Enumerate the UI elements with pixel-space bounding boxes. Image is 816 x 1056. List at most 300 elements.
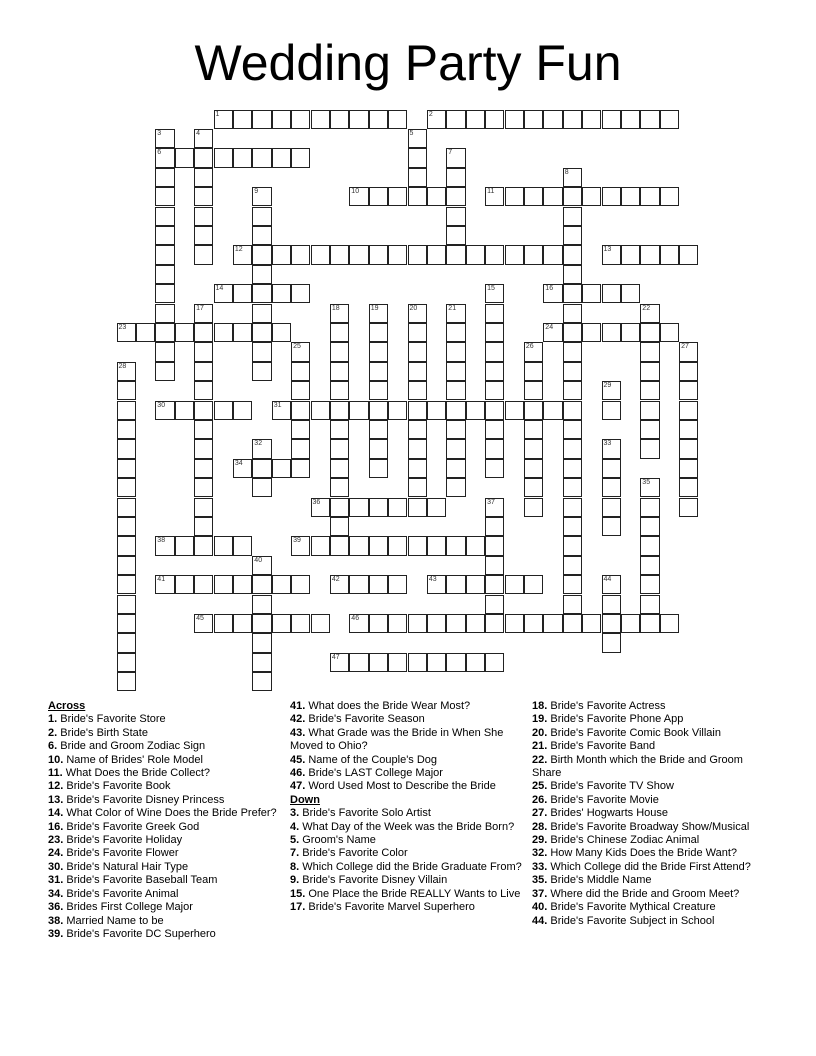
grid-cell[interactable] (602, 633, 621, 652)
grid-cell[interactable] (194, 401, 213, 420)
grid-cell[interactable] (427, 614, 446, 633)
grid-cell[interactable] (446, 362, 465, 381)
grid-cell[interactable] (466, 401, 485, 420)
grid-cell[interactable] (311, 245, 330, 264)
grid-cell[interactable] (543, 187, 562, 206)
grid-cell[interactable] (349, 110, 368, 129)
grid-cell[interactable] (466, 245, 485, 264)
grid-cell[interactable] (408, 653, 427, 672)
grid-cell[interactable] (640, 342, 659, 361)
grid-cell[interactable] (252, 284, 271, 303)
grid-cell[interactable] (330, 304, 349, 323)
grid-cell[interactable] (640, 595, 659, 614)
grid-cell[interactable] (194, 207, 213, 226)
grid-cell[interactable] (543, 323, 562, 342)
grid-cell[interactable] (330, 439, 349, 458)
grid-cell[interactable] (408, 401, 427, 420)
grid-cell[interactable] (252, 148, 271, 167)
grid-cell[interactable] (194, 420, 213, 439)
grid-cell[interactable] (155, 148, 174, 167)
grid-cell[interactable] (582, 614, 601, 633)
grid-cell[interactable] (388, 614, 407, 633)
grid-cell[interactable] (446, 478, 465, 497)
grid-cell[interactable] (330, 459, 349, 478)
grid-cell[interactable] (252, 459, 271, 478)
grid-cell[interactable] (563, 381, 582, 400)
grid-cell[interactable] (543, 245, 562, 264)
grid-cell[interactable] (446, 245, 465, 264)
grid-cell[interactable] (194, 362, 213, 381)
grid-cell[interactable] (155, 323, 174, 342)
grid-cell[interactable] (466, 110, 485, 129)
grid-cell[interactable] (272, 110, 291, 129)
grid-cell[interactable] (272, 401, 291, 420)
grid-cell[interactable] (524, 362, 543, 381)
grid-cell[interactable] (117, 401, 136, 420)
grid-cell[interactable] (660, 614, 679, 633)
grid-cell[interactable] (233, 575, 252, 594)
grid-cell[interactable] (563, 498, 582, 517)
grid-cell[interactable] (485, 284, 504, 303)
grid-cell[interactable] (563, 207, 582, 226)
grid-cell[interactable] (446, 226, 465, 245)
grid-cell[interactable] (330, 323, 349, 342)
grid-cell[interactable] (388, 187, 407, 206)
grid-cell[interactable] (563, 168, 582, 187)
grid-cell[interactable] (291, 439, 310, 458)
grid-cell[interactable] (388, 245, 407, 264)
grid-cell[interactable] (155, 245, 174, 264)
grid-cell[interactable] (602, 323, 621, 342)
grid-cell[interactable] (485, 459, 504, 478)
grid-cell[interactable] (349, 245, 368, 264)
grid-cell[interactable] (330, 110, 349, 129)
grid-cell[interactable] (272, 323, 291, 342)
grid-cell[interactable] (563, 614, 582, 633)
grid-cell[interactable] (369, 381, 388, 400)
grid-cell[interactable] (505, 245, 524, 264)
grid-cell[interactable] (330, 653, 349, 672)
grid-cell[interactable] (194, 439, 213, 458)
grid-cell[interactable] (349, 498, 368, 517)
grid-cell[interactable] (214, 536, 233, 555)
grid-cell[interactable] (427, 653, 446, 672)
grid-cell[interactable] (194, 575, 213, 594)
grid-cell[interactable] (563, 575, 582, 594)
grid-cell[interactable] (155, 168, 174, 187)
grid-cell[interactable] (485, 342, 504, 361)
grid-cell[interactable] (369, 401, 388, 420)
grid-cell[interactable] (175, 575, 194, 594)
grid-cell[interactable] (446, 342, 465, 361)
grid-cell[interactable] (621, 323, 640, 342)
grid-cell[interactable] (582, 187, 601, 206)
grid-cell[interactable] (369, 323, 388, 342)
grid-cell[interactable] (388, 110, 407, 129)
grid-cell[interactable] (679, 362, 698, 381)
grid-cell[interactable] (679, 420, 698, 439)
grid-cell[interactable] (543, 614, 562, 633)
grid-cell[interactable] (330, 401, 349, 420)
grid-cell[interactable] (679, 401, 698, 420)
grid-cell[interactable] (640, 401, 659, 420)
grid-cell[interactable] (485, 556, 504, 575)
grid-cell[interactable] (330, 498, 349, 517)
grid-cell[interactable] (602, 595, 621, 614)
grid-cell[interactable] (117, 420, 136, 439)
grid-cell[interactable] (563, 284, 582, 303)
grid-cell[interactable] (524, 110, 543, 129)
grid-cell[interactable] (291, 420, 310, 439)
grid-cell[interactable] (563, 323, 582, 342)
grid-cell[interactable] (485, 517, 504, 536)
grid-cell[interactable] (194, 381, 213, 400)
grid-cell[interactable] (117, 381, 136, 400)
grid-cell[interactable] (155, 304, 174, 323)
grid-cell[interactable] (194, 168, 213, 187)
grid-cell[interactable] (524, 342, 543, 361)
grid-cell[interactable] (408, 362, 427, 381)
grid-cell[interactable] (233, 284, 252, 303)
grid-cell[interactable] (194, 226, 213, 245)
grid-cell[interactable] (175, 536, 194, 555)
grid-cell[interactable] (660, 245, 679, 264)
grid-cell[interactable] (408, 478, 427, 497)
grid-cell[interactable] (466, 614, 485, 633)
grid-cell[interactable] (602, 284, 621, 303)
grid-cell[interactable] (563, 342, 582, 361)
grid-cell[interactable] (602, 381, 621, 400)
grid-cell[interactable] (252, 439, 271, 458)
grid-cell[interactable] (155, 284, 174, 303)
grid-cell[interactable] (582, 284, 601, 303)
grid-cell[interactable] (388, 536, 407, 555)
grid-cell[interactable] (408, 304, 427, 323)
grid-cell[interactable] (408, 420, 427, 439)
grid-cell[interactable] (291, 381, 310, 400)
grid-cell[interactable] (640, 110, 659, 129)
grid-cell[interactable] (602, 245, 621, 264)
grid-cell[interactable] (679, 478, 698, 497)
grid-cell[interactable] (602, 575, 621, 594)
grid-cell[interactable] (214, 110, 233, 129)
grid-cell[interactable] (563, 595, 582, 614)
grid-cell[interactable] (621, 187, 640, 206)
grid-cell[interactable] (117, 459, 136, 478)
grid-cell[interactable] (369, 187, 388, 206)
grid-cell[interactable] (446, 653, 465, 672)
grid-cell[interactable] (233, 110, 252, 129)
grid-cell[interactable] (543, 284, 562, 303)
grid-cell[interactable] (408, 168, 427, 187)
grid-cell[interactable] (408, 323, 427, 342)
grid-cell[interactable] (369, 362, 388, 381)
grid-cell[interactable] (640, 517, 659, 536)
grid-cell[interactable] (252, 653, 271, 672)
grid-cell[interactable] (155, 362, 174, 381)
grid-cell[interactable] (369, 304, 388, 323)
grid-cell[interactable] (233, 401, 252, 420)
grid-cell[interactable] (427, 110, 446, 129)
grid-cell[interactable] (369, 420, 388, 439)
grid-cell[interactable] (194, 517, 213, 536)
grid-cell[interactable] (252, 342, 271, 361)
grid-cell[interactable] (446, 420, 465, 439)
grid-cell[interactable] (272, 284, 291, 303)
grid-cell[interactable] (640, 245, 659, 264)
grid-cell[interactable] (194, 323, 213, 342)
grid-cell[interactable] (369, 459, 388, 478)
grid-cell[interactable] (369, 342, 388, 361)
grid-cell[interactable] (117, 575, 136, 594)
grid-cell[interactable] (524, 498, 543, 517)
grid-cell[interactable] (563, 187, 582, 206)
grid-cell[interactable] (505, 401, 524, 420)
grid-cell[interactable] (117, 595, 136, 614)
grid-cell[interactable] (563, 536, 582, 555)
grid-cell[interactable] (117, 323, 136, 342)
grid-cell[interactable] (408, 187, 427, 206)
grid-cell[interactable] (194, 148, 213, 167)
grid-cell[interactable] (446, 381, 465, 400)
grid-cell[interactable] (349, 536, 368, 555)
grid-cell[interactable] (388, 575, 407, 594)
grid-cell[interactable] (427, 187, 446, 206)
grid-cell[interactable] (291, 459, 310, 478)
grid-cell[interactable] (446, 614, 465, 633)
grid-cell[interactable] (446, 304, 465, 323)
grid-cell[interactable] (214, 323, 233, 342)
grid-cell[interactable] (408, 439, 427, 458)
grid-cell[interactable] (252, 323, 271, 342)
grid-cell[interactable] (563, 362, 582, 381)
grid-cell[interactable] (524, 420, 543, 439)
grid-cell[interactable] (408, 381, 427, 400)
grid-cell[interactable] (427, 536, 446, 555)
grid-cell[interactable] (117, 517, 136, 536)
grid-cell[interactable] (194, 245, 213, 264)
grid-cell[interactable] (291, 614, 310, 633)
grid-cell[interactable] (640, 420, 659, 439)
grid-cell[interactable] (214, 614, 233, 633)
grid-cell[interactable] (291, 245, 310, 264)
grid-cell[interactable] (446, 536, 465, 555)
grid-cell[interactable] (117, 498, 136, 517)
grid-cell[interactable] (524, 187, 543, 206)
grid-cell[interactable] (233, 614, 252, 633)
grid-cell[interactable] (155, 226, 174, 245)
grid-cell[interactable] (563, 459, 582, 478)
grid-cell[interactable] (660, 187, 679, 206)
grid-cell[interactable] (485, 575, 504, 594)
grid-cell[interactable] (349, 401, 368, 420)
grid-cell[interactable] (272, 614, 291, 633)
grid-cell[interactable] (155, 575, 174, 594)
grid-cell[interactable] (427, 575, 446, 594)
grid-cell[interactable] (330, 575, 349, 594)
grid-cell[interactable] (214, 401, 233, 420)
grid-cell[interactable] (543, 401, 562, 420)
grid-cell[interactable] (330, 420, 349, 439)
grid-cell[interactable] (175, 323, 194, 342)
grid-cell[interactable] (369, 614, 388, 633)
grid-cell[interactable] (117, 653, 136, 672)
grid-cell[interactable] (291, 148, 310, 167)
grid-cell[interactable] (252, 265, 271, 284)
grid-cell[interactable] (349, 575, 368, 594)
grid-cell[interactable] (602, 614, 621, 633)
grid-cell[interactable] (446, 110, 465, 129)
grid-cell[interactable] (524, 478, 543, 497)
grid-cell[interactable] (194, 129, 213, 148)
grid-cell[interactable] (194, 304, 213, 323)
grid-cell[interactable] (505, 575, 524, 594)
grid-cell[interactable] (485, 498, 504, 517)
grid-cell[interactable] (524, 575, 543, 594)
grid-cell[interactable] (602, 498, 621, 517)
grid-cell[interactable] (252, 575, 271, 594)
grid-cell[interactable] (485, 362, 504, 381)
grid-cell[interactable] (408, 245, 427, 264)
grid-cell[interactable] (563, 556, 582, 575)
grid-cell[interactable] (311, 498, 330, 517)
grid-cell[interactable] (640, 323, 659, 342)
grid-cell[interactable] (311, 614, 330, 633)
grid-cell[interactable] (660, 110, 679, 129)
grid-cell[interactable] (679, 245, 698, 264)
grid-cell[interactable] (349, 187, 368, 206)
grid-cell[interactable] (485, 653, 504, 672)
grid-cell[interactable] (214, 575, 233, 594)
grid-cell[interactable] (117, 536, 136, 555)
grid-cell[interactable] (640, 439, 659, 458)
grid-cell[interactable] (640, 536, 659, 555)
grid-cell[interactable] (485, 110, 504, 129)
grid-cell[interactable] (272, 148, 291, 167)
grid-cell[interactable] (252, 245, 271, 264)
grid-cell[interactable] (563, 226, 582, 245)
grid-cell[interactable] (194, 536, 213, 555)
grid-cell[interactable] (369, 245, 388, 264)
grid-cell[interactable] (155, 207, 174, 226)
grid-cell[interactable] (524, 245, 543, 264)
grid-cell[interactable] (640, 362, 659, 381)
grid-cell[interactable] (446, 207, 465, 226)
grid-cell[interactable] (175, 401, 194, 420)
grid-cell[interactable] (408, 498, 427, 517)
grid-cell[interactable] (660, 323, 679, 342)
grid-cell[interactable] (582, 110, 601, 129)
grid-cell[interactable] (155, 342, 174, 361)
grid-cell[interactable] (291, 342, 310, 361)
grid-cell[interactable] (291, 575, 310, 594)
grid-cell[interactable] (446, 187, 465, 206)
grid-cell[interactable] (369, 536, 388, 555)
grid-cell[interactable] (485, 401, 504, 420)
grid-cell[interactable] (136, 323, 155, 342)
grid-cell[interactable] (621, 284, 640, 303)
grid-cell[interactable] (505, 110, 524, 129)
grid-cell[interactable] (252, 478, 271, 497)
grid-cell[interactable] (563, 478, 582, 497)
grid-cell[interactable] (408, 614, 427, 633)
grid-cell[interactable] (369, 439, 388, 458)
grid-cell[interactable] (291, 362, 310, 381)
grid-cell[interactable] (388, 498, 407, 517)
grid-cell[interactable] (252, 633, 271, 652)
grid-cell[interactable] (408, 342, 427, 361)
grid-cell[interactable] (485, 439, 504, 458)
grid-cell[interactable] (679, 342, 698, 361)
grid-cell[interactable] (485, 187, 504, 206)
grid-cell[interactable] (621, 110, 640, 129)
grid-cell[interactable] (640, 498, 659, 517)
grid-cell[interactable] (252, 187, 271, 206)
grid-cell[interactable] (155, 265, 174, 284)
grid-cell[interactable] (330, 478, 349, 497)
grid-cell[interactable] (485, 595, 504, 614)
grid-cell[interactable] (194, 342, 213, 361)
grid-cell[interactable] (485, 614, 504, 633)
grid-cell[interactable] (408, 129, 427, 148)
grid-cell[interactable] (427, 401, 446, 420)
grid-cell[interactable] (252, 207, 271, 226)
grid-cell[interactable] (194, 459, 213, 478)
grid-cell[interactable] (388, 401, 407, 420)
grid-cell[interactable] (155, 401, 174, 420)
grid-cell[interactable] (563, 420, 582, 439)
grid-cell[interactable] (640, 614, 659, 633)
grid-cell[interactable] (194, 498, 213, 517)
grid-cell[interactable] (505, 614, 524, 633)
grid-cell[interactable] (485, 420, 504, 439)
grid-cell[interactable] (602, 187, 621, 206)
grid-cell[interactable] (524, 614, 543, 633)
grid-cell[interactable] (408, 148, 427, 167)
grid-cell[interactable] (640, 187, 659, 206)
grid-cell[interactable] (602, 401, 621, 420)
grid-cell[interactable] (117, 633, 136, 652)
grid-cell[interactable] (155, 536, 174, 555)
grid-cell[interactable] (233, 148, 252, 167)
grid-cell[interactable] (602, 517, 621, 536)
grid-cell[interactable] (446, 439, 465, 458)
grid-cell[interactable] (485, 381, 504, 400)
grid-cell[interactable] (117, 556, 136, 575)
grid-cell[interactable] (117, 614, 136, 633)
grid-cell[interactable] (640, 556, 659, 575)
grid-cell[interactable] (252, 672, 271, 691)
grid-cell[interactable] (524, 381, 543, 400)
grid-cell[interactable] (408, 459, 427, 478)
grid-cell[interactable] (194, 614, 213, 633)
grid-cell[interactable] (621, 614, 640, 633)
grid-cell[interactable] (330, 381, 349, 400)
grid-cell[interactable] (408, 536, 427, 555)
grid-cell[interactable] (311, 536, 330, 555)
grid-cell[interactable] (427, 245, 446, 264)
grid-cell[interactable] (602, 439, 621, 458)
grid-cell[interactable] (563, 439, 582, 458)
grid-cell[interactable] (330, 362, 349, 381)
grid-cell[interactable] (117, 672, 136, 691)
grid-cell[interactable] (272, 459, 291, 478)
grid-cell[interactable] (446, 168, 465, 187)
grid-cell[interactable] (679, 498, 698, 517)
grid-cell[interactable] (485, 536, 504, 555)
grid-cell[interactable] (252, 614, 271, 633)
grid-cell[interactable] (485, 323, 504, 342)
